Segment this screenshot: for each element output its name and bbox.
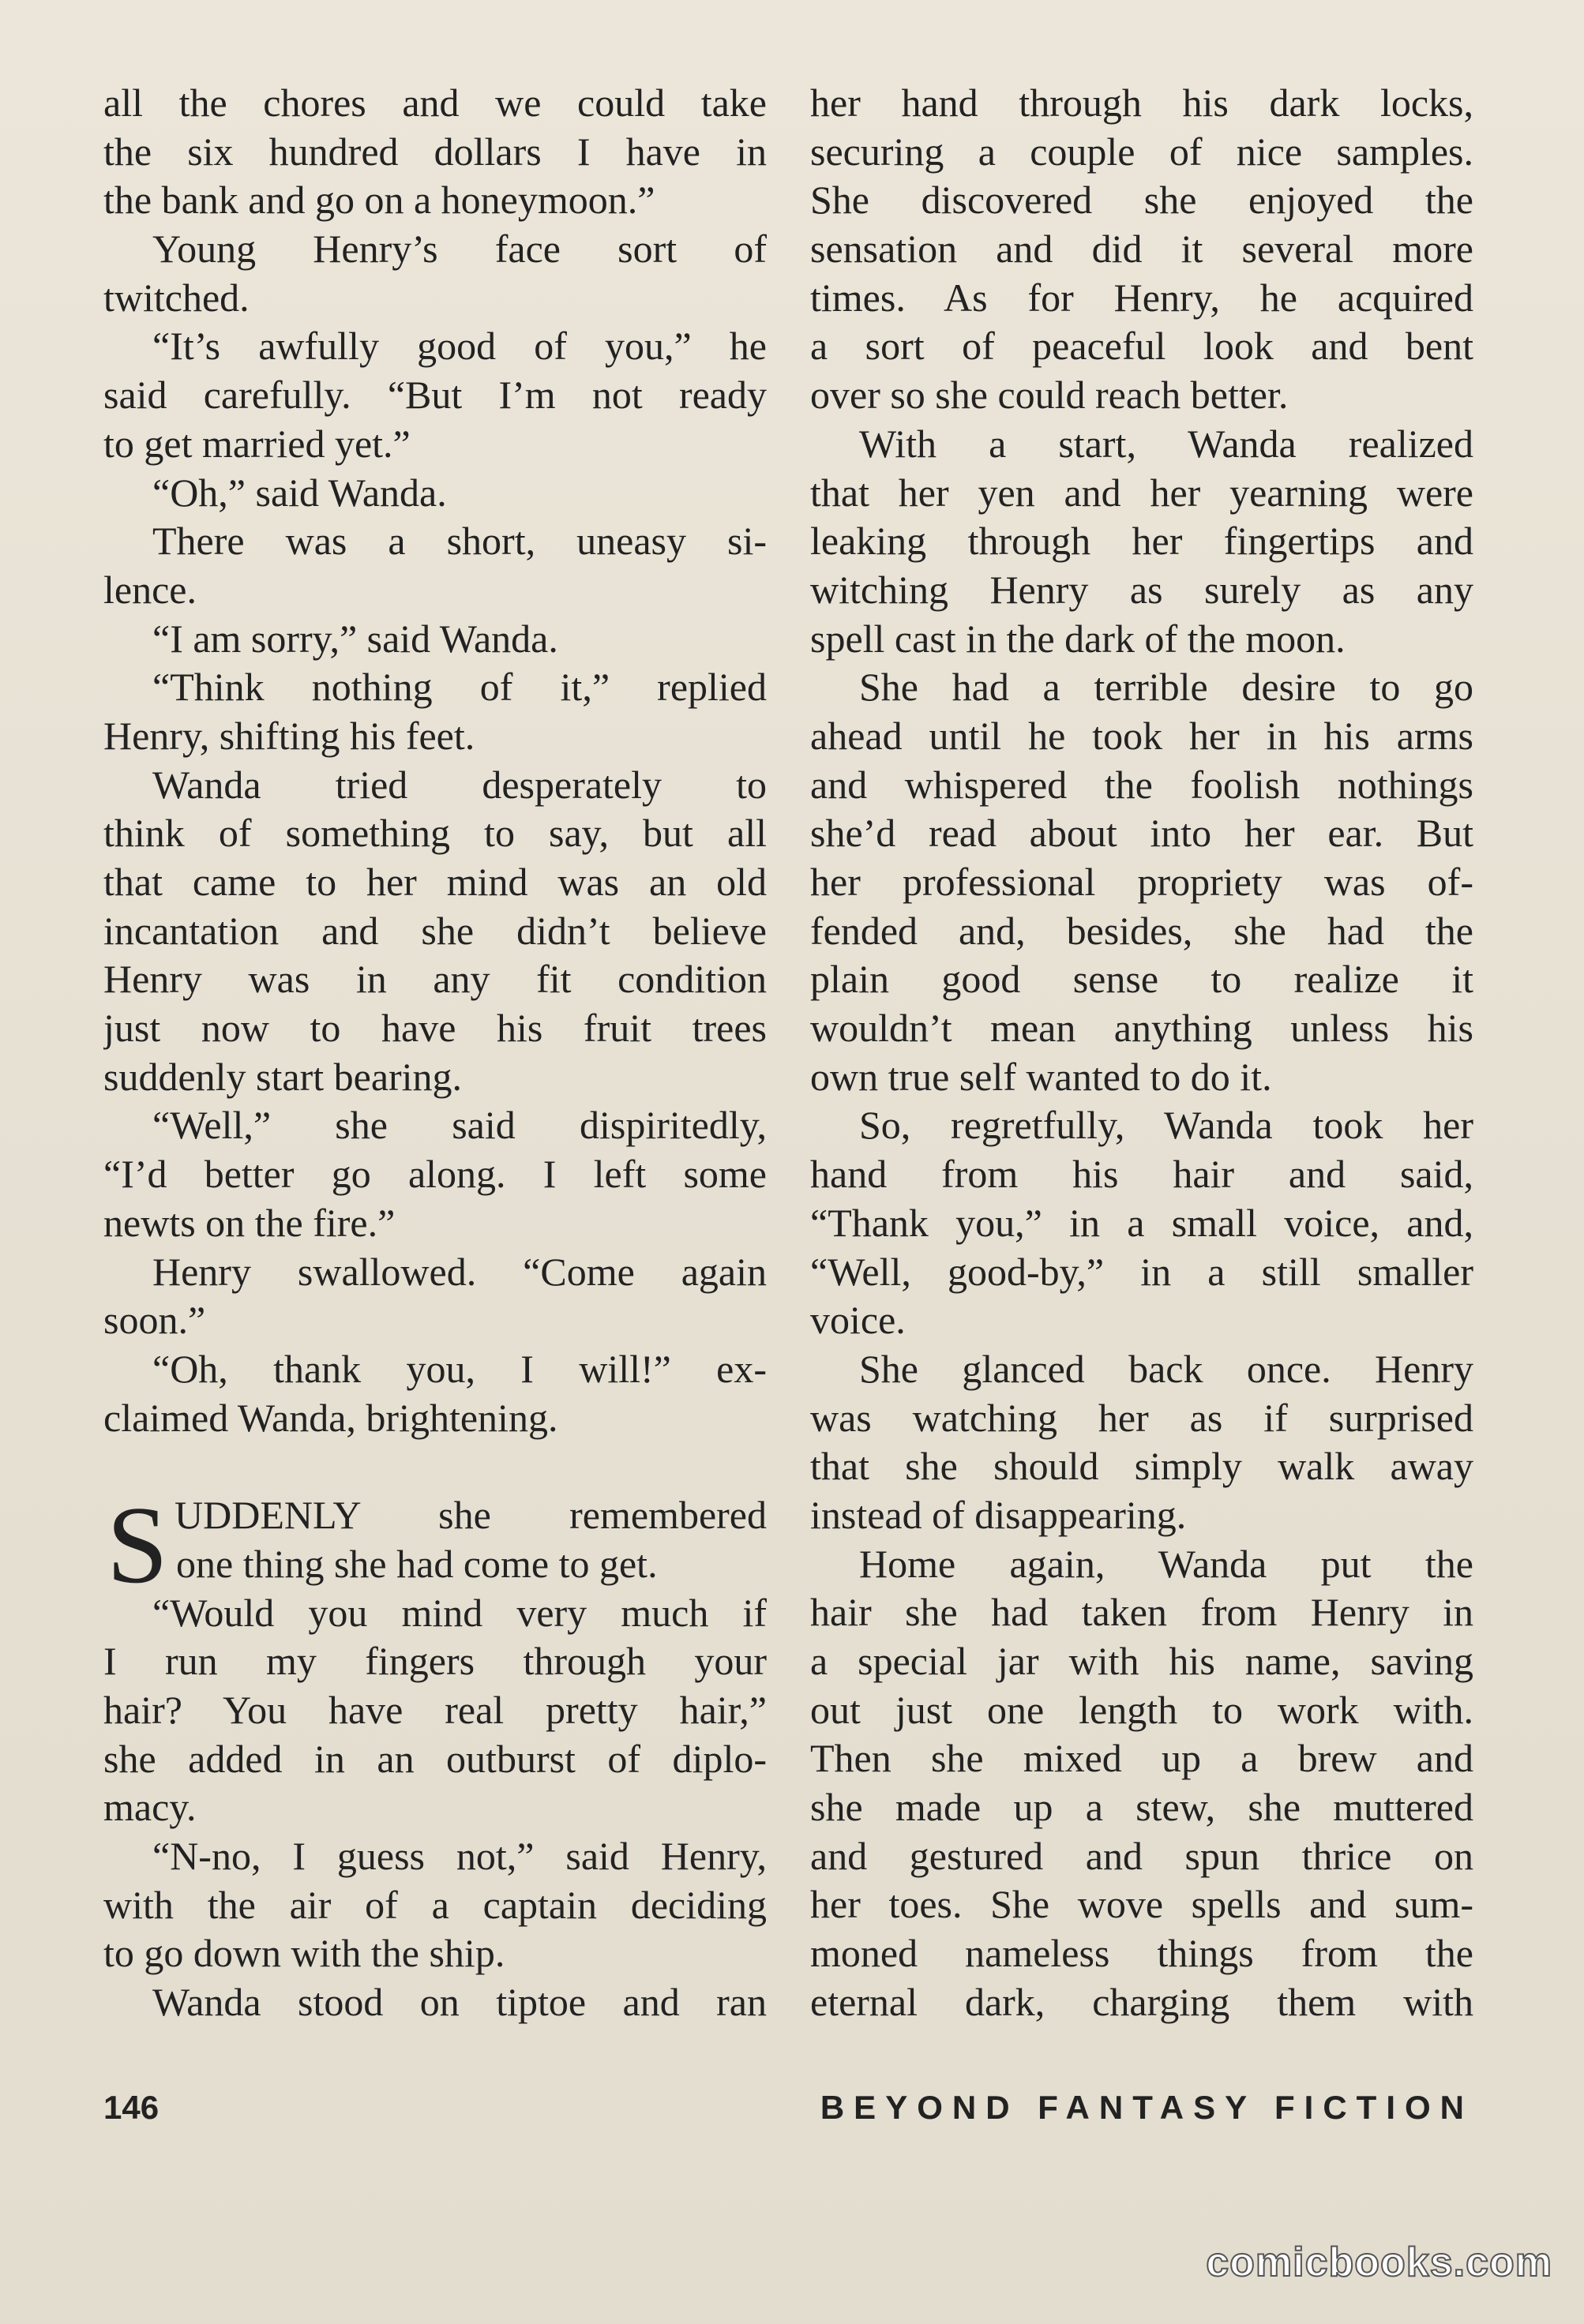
text-line: She glanced back once. Henry <box>859 1346 1473 1391</box>
text-line: over so she could reach better. <box>810 373 1289 418</box>
text-line: Then she mixed up a brew and <box>810 1736 1473 1781</box>
text-line: newts on the fire.” <box>103 1200 396 1245</box>
text-line: She discovered she enjoyed the <box>810 178 1473 223</box>
text-line: one thing she had come to get. <box>176 1541 658 1586</box>
text-line: and whispered the foolish nothings <box>810 762 1473 807</box>
text-line: securing a couple of nice samples. <box>810 129 1473 174</box>
text-line: “N-no, I guess not,” said Henry, <box>152 1834 767 1879</box>
text-line: soon.” <box>103 1298 206 1343</box>
text-line: “Think nothing of it,” replied <box>152 665 767 710</box>
text-line: the six hundred dollars I have in <box>103 129 767 174</box>
text-line: ahead until he took her in his arms <box>810 713 1473 758</box>
text-line: with the air of a captain deciding <box>103 1882 767 1927</box>
text-line: There was a short, uneasy si- <box>152 519 767 564</box>
text-line: suddenly start bearing. <box>103 1054 463 1099</box>
text-line: just now to have his fruit trees <box>103 1006 767 1051</box>
text-line: She had a terrible desire to go <box>859 665 1473 710</box>
text-line: her hand through his dark locks, <box>810 81 1473 125</box>
text-line: times. As for Henry, he acquired <box>810 275 1473 320</box>
text-line: UDDENLY she remembered <box>175 1493 767 1538</box>
text-line: said carefully. “But I’m not ready <box>103 373 767 418</box>
text-line: her toes. She wove spells and sum- <box>810 1882 1473 1927</box>
text-line: she’d read about into her ear. But <box>810 811 1473 856</box>
text-line: the bank and go on a honeymoon.” <box>103 178 655 223</box>
text-line: hair she had taken from Henry in <box>810 1590 1473 1635</box>
text-line: she added in an outburst of diplo- <box>103 1736 767 1781</box>
text-line: Wanda tried desperately to <box>152 762 767 807</box>
text-line: hand from his hair and said, <box>810 1152 1473 1197</box>
text-line: spell cast in the dark of the moon. <box>810 616 1346 661</box>
text-line: to go down with the ship. <box>103 1931 505 1976</box>
page-number: 146 <box>103 2089 160 2126</box>
text-line: all the chores and we could take <box>103 81 767 125</box>
text-line: twitched. <box>103 275 250 320</box>
text-line: moned nameless things from the <box>810 1931 1473 1976</box>
text-line: “Well,” she said dispiritedly, <box>152 1103 767 1148</box>
text-line: With a start, Wanda realized <box>859 421 1473 466</box>
text-line: eternal dark, charging them with <box>810 1979 1473 2024</box>
text-line: a special jar with his name, saving <box>810 1639 1473 1683</box>
text-line: and gestured and spun thrice on <box>810 1833 1473 1878</box>
text-line: to get married yet.” <box>103 421 411 466</box>
text-line: macy. <box>103 1785 197 1830</box>
text-line: that she should simply walk away <box>810 1444 1473 1489</box>
text-line: that came to her mind was an old <box>103 860 767 904</box>
text-line: lence. <box>103 567 197 612</box>
text-line: “Thank you,” in a small voice, and, <box>810 1200 1473 1245</box>
text-line: claimed Wanda, brightening. <box>103 1395 558 1440</box>
text-line: incantation and she didn’t believe <box>103 908 767 953</box>
watermark: comicbooks.com <box>1206 2240 1552 2285</box>
text-line: Young Henry’s face sort of <box>152 227 767 272</box>
text-line: sensation and did it several more <box>810 227 1473 272</box>
text-line: that her yen and her yearning were <box>810 470 1473 515</box>
text-line: Henry swallowed. “Come again <box>152 1249 767 1294</box>
text-line: voice. <box>810 1298 906 1343</box>
text-line: “I’d better go along. I left some <box>103 1152 767 1197</box>
running-title: BEYOND FANTASY FICTION <box>820 2089 1473 2126</box>
text-line: a sort of peaceful look and bent <box>810 324 1473 369</box>
text-line: think of something to say, but all <box>103 811 767 856</box>
text-line: I run my fingers through your <box>103 1639 767 1684</box>
text-line: So, regretfully, Wanda took her <box>859 1103 1473 1148</box>
text-line: “I am sorry,” said Wanda. <box>152 616 558 661</box>
text-line: hair? You have real pretty hair,” <box>103 1688 767 1732</box>
text-line: Henry was in any fit condition <box>103 957 767 1002</box>
left-text-column <box>103 79 767 2027</box>
text-line: “Oh, thank you, I will!” ex- <box>152 1346 767 1391</box>
text-line: Henry, shifting his feet. <box>103 713 475 758</box>
text-line: “Well, good-by,” in a still smaller <box>810 1249 1473 1294</box>
text-line: “It’s awfully good of you,” he <box>152 324 767 369</box>
text-line: “Oh,” said Wanda. <box>152 470 447 515</box>
text-line: plain good sense to realize it <box>810 957 1473 1002</box>
text-line: she made up a stew, she muttered <box>810 1785 1473 1830</box>
page-footer <box>103 2084 1473 2131</box>
text-line: out just one length to work with. <box>810 1687 1473 1732</box>
right-text-column <box>810 79 1473 2027</box>
text-line: fended and, besides, she had the <box>810 908 1473 953</box>
text-line: witching Henry as surely as any <box>810 567 1473 612</box>
text-line: own true self wanted to do it. <box>810 1054 1272 1099</box>
text-line: was watching her as if surprised <box>810 1395 1473 1440</box>
text-line: her professional propriety was of- <box>810 860 1473 904</box>
text-line: instead of disappearing. <box>810 1492 1187 1537</box>
text-line: “Would you mind very much if <box>152 1590 767 1635</box>
text-line: wouldn’t mean anything unless his <box>810 1006 1473 1051</box>
text-line: leaking through her fingertips and <box>810 519 1473 564</box>
drop-cap: S <box>107 1484 168 1606</box>
text-line: Home again, Wanda put the <box>859 1541 1473 1586</box>
text-line: Wanda stood on tiptoe and ran <box>152 1980 767 2025</box>
